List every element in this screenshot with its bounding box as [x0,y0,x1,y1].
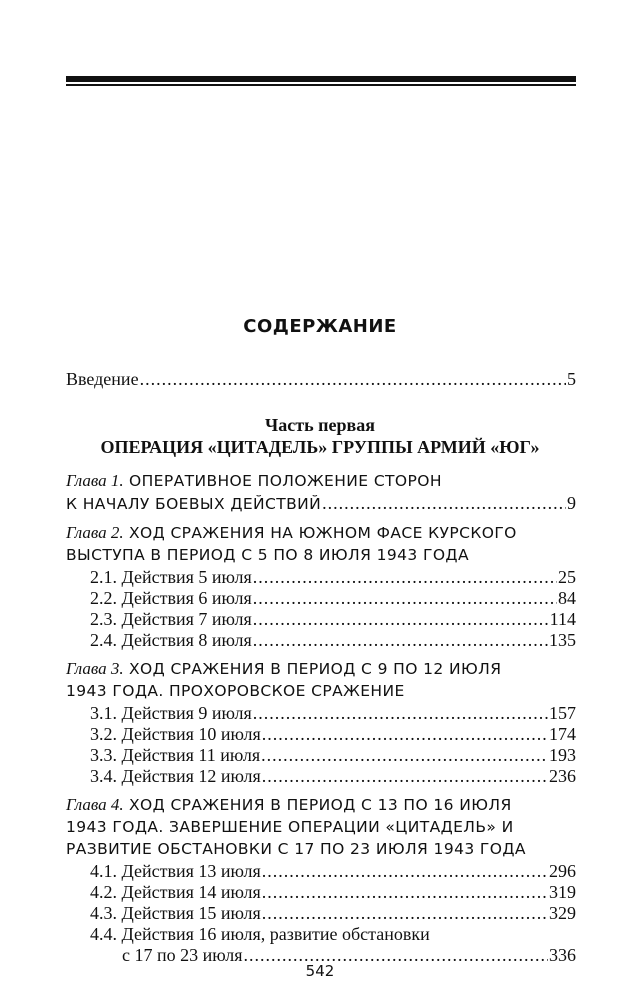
toc-entry-section[interactable] [90,608,576,630]
toc-entry-section[interactable] [90,629,576,651]
toc-entry-section[interactable] [90,723,576,745]
entry-title: 2.1. Действия 5 июля [90,567,252,587]
chapter-1-title-cont[interactable] [66,492,576,515]
header-rule-thick [66,76,576,82]
entry-title: 3.3. Действия 11 июля [90,745,261,765]
chapter-title-line: ХОД СРАЖЕНИЯ В ПЕРИОД С 9 ПО 12 ИЮЛЯ [128,660,502,678]
chapter-2-title-cont: ВЫСТУПА В ПЕРИОД С 5 ПО 8 ИЮЛЯ 1943 ГОДА [66,546,469,564]
leader-dots [262,765,548,787]
toc-entry-section[interactable] [90,566,576,588]
entry-title: 3.2. Действия 10 июля [90,724,261,744]
part-title: Часть первая [265,415,375,435]
entry-title: с 17 по 23 июля [122,945,243,965]
chapter-1-heading[interactable] [66,470,586,492]
entry-title: 4.4. Действия 16 июля, развитие обстановки [90,924,430,944]
entry-title: 3.4. Действия 12 июля [90,766,261,786]
leader-dots [253,702,548,724]
chapter-label: Глава 2. [66,523,124,542]
leader-dots [262,860,548,882]
chapter-title-line: ХОД СРАЖЕНИЯ НА ЮЖНОМ ФАСЕ КУРСКОГО [128,524,517,542]
entry-page: 174 [549,724,576,744]
entry-title: 3.1. Действия 9 июля [90,703,252,723]
entry-title: 2.2. Действия 6 июля [90,588,252,608]
entry-title: 4.3. Действия 15 июля [90,903,261,923]
part-subtitle: ОПЕРАЦИЯ «ЦИТАДЕЛЬ» ГРУППЫ АРМИЙ «ЮГ» [100,437,540,457]
toc-entry-section[interactable] [90,860,576,882]
entry-page: 319 [549,882,576,902]
entry-page: 336 [549,945,576,965]
chapter-title-line: К НАЧАЛУ БОЕВЫХ ДЕЙСТВИЙ [66,495,322,513]
chapter-label: Глава 1. [66,471,124,490]
leader-dots [261,744,548,766]
leader-dots [262,723,548,745]
chapter-4-title-cont: 1943 ГОДА. ЗАВЕРШЕНИЕ ОПЕРАЦИИ «ЦИТАДЕЛЬ» И [66,818,514,836]
entry-title: 2.3. Действия 7 июля [90,609,252,629]
entry-page: 157 [549,703,576,723]
toc-entry-section[interactable] [90,744,576,766]
entry-page: 329 [549,903,576,923]
chapter-label: Глава 3. [66,659,124,678]
header-rule-thin [66,84,576,86]
entry-page: 296 [549,861,576,881]
entry-page: 9 [567,493,576,513]
entry-page: 135 [549,630,576,650]
entry-page: 5 [567,369,576,389]
page-number: 542 [305,962,335,980]
leader-dots [253,587,557,609]
leader-dots [262,881,548,903]
leader-dots [140,368,566,390]
chapter-3-title-cont: 1943 ГОДА. ПРОХОРОВСКОЕ СРАЖЕНИЕ [66,682,405,700]
leader-dots [262,902,548,924]
toc-entry-intro[interactable] [66,368,576,390]
toc-entry-section[interactable] [90,765,576,787]
chapter-title-line: ХОД СРАЖЕНИЯ В ПЕРИОД С 13 ПО 16 ИЮЛЯ [128,796,512,814]
entry-page: 25 [558,567,576,587]
toc-entry-section[interactable] [90,702,576,724]
toc-entry-section[interactable] [90,923,576,945]
entry-title: 4.1. Действия 13 июля [90,861,261,881]
chapter-4-heading[interactable] [66,794,586,816]
chapter-label: Глава 4. [66,795,124,814]
entry-title: 2.4. Действия 8 июля [90,630,252,650]
entry-title: 4.2. Действия 14 июля [90,882,261,902]
toc-entry-section[interactable] [90,881,576,903]
toc-entry-section[interactable] [90,902,576,924]
entry-page: 84 [558,588,576,608]
toc-title: СОДЕРЖАНИЕ [243,316,397,337]
entry-page: 114 [549,609,576,629]
chapter-3-heading[interactable] [66,658,586,680]
leader-dots [322,492,566,514]
toc-entry-section[interactable] [90,587,576,609]
entry-page: 193 [549,745,576,765]
leader-dots [253,566,557,588]
chapter-title-line: ОПЕРАТИВНОЕ ПОЛОЖЕНИЕ СТОРОН [128,472,442,490]
entry-page: 236 [549,766,576,786]
entry-title: Введение [66,369,139,389]
chapter-2-heading[interactable] [66,522,586,544]
leader-dots [253,629,548,651]
leader-dots [253,608,549,630]
chapter-4-title-cont: РАЗВИТИЕ ОБСТАНОВКИ С 17 ПО 23 ИЮЛЯ 1943 ГОДА [66,840,526,858]
